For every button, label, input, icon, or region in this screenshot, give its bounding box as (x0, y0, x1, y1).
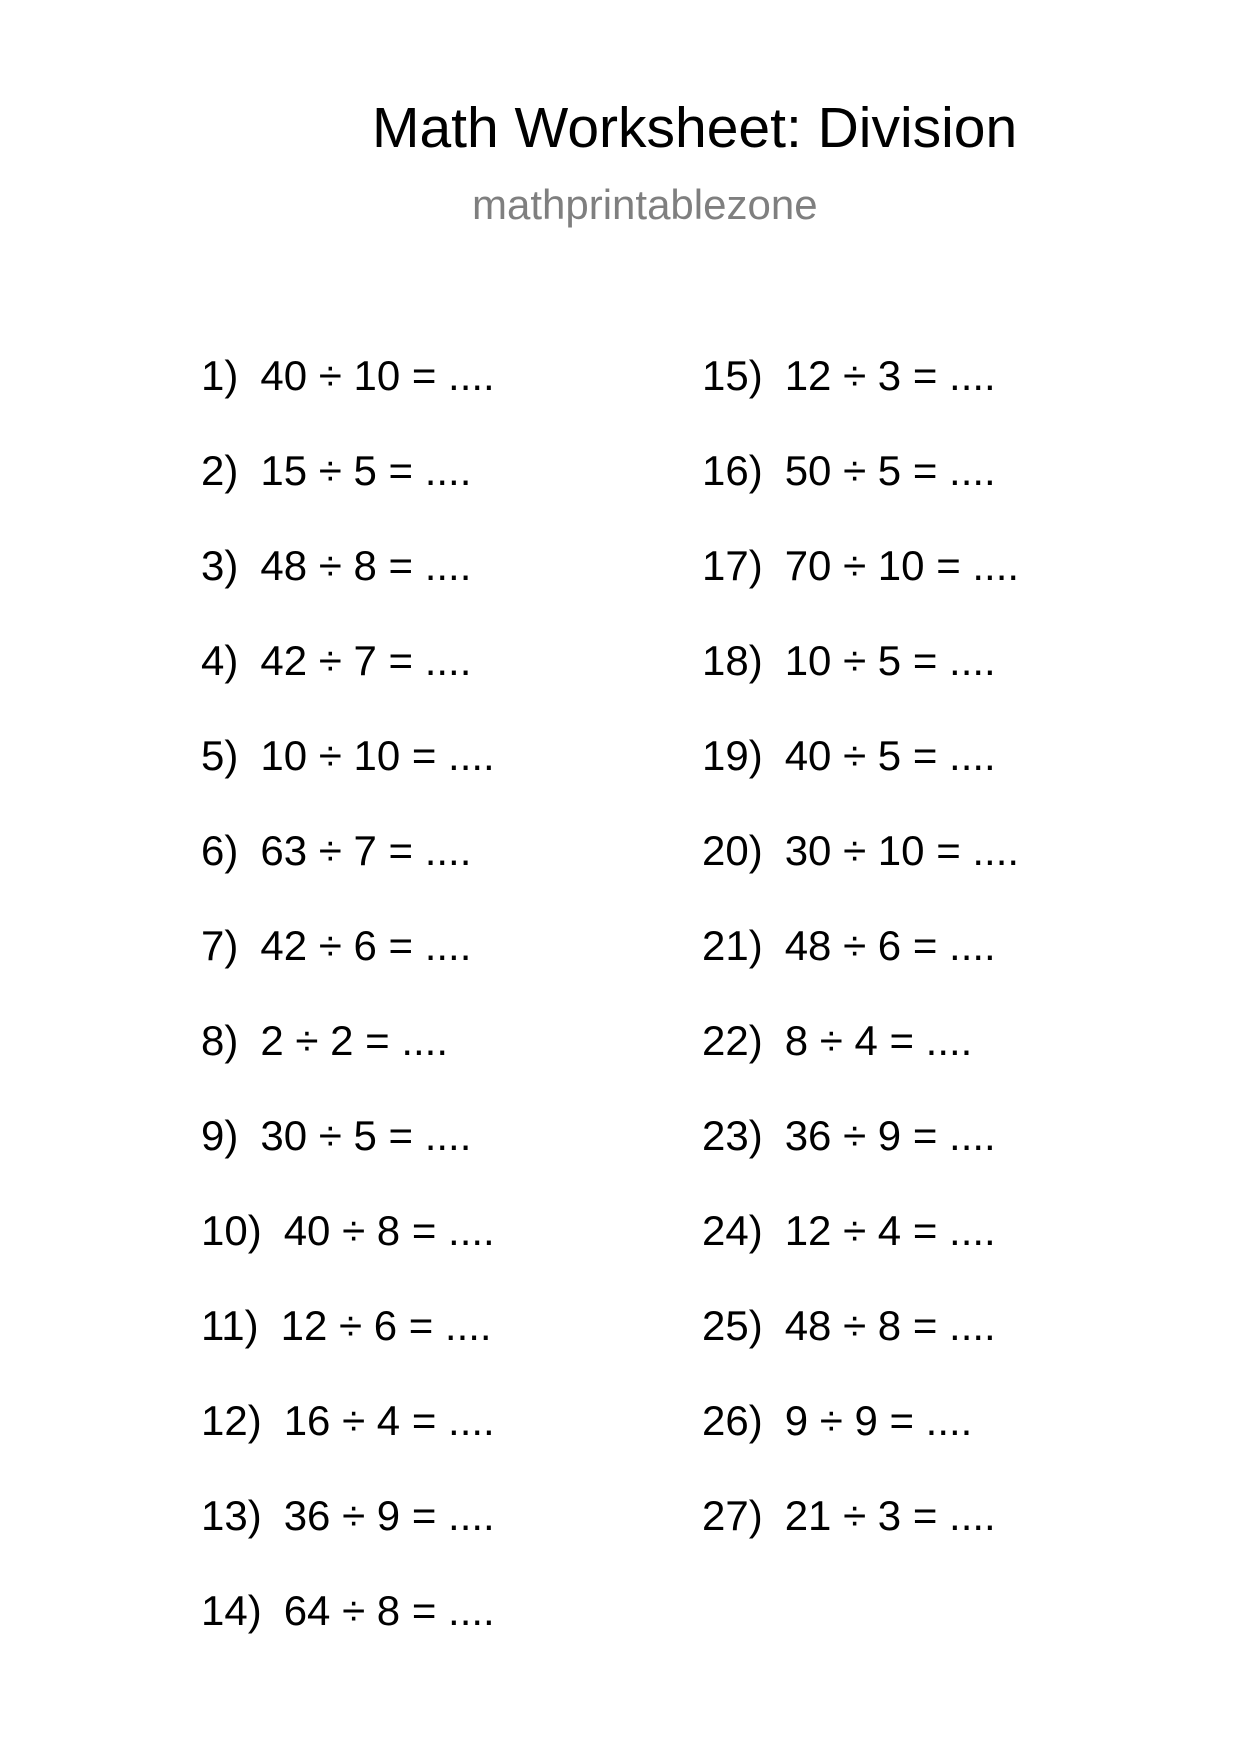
problem-expression: 40 ÷ 8 = .... (283, 1207, 495, 1254)
page-subtitle: mathprintablezone (472, 181, 818, 228)
problem-expression: 2 ÷ 2 = .... (260, 1017, 449, 1064)
problem-expression: 42 ÷ 6 = .... (260, 922, 472, 969)
problem-expression: 48 ÷ 6 = .... (784, 922, 996, 969)
problem-19 (702, 732, 1019, 827)
problem-expression: 10 ÷ 10 = .... (260, 732, 495, 779)
problem-expression: 48 ÷ 8 = .... (784, 1302, 996, 1349)
problem-column-left (201, 352, 495, 1682)
problem-expression: 40 ÷ 10 = .... (260, 352, 495, 399)
problem-21 (702, 922, 1019, 1017)
problem-20 (702, 827, 1019, 922)
problem-number: 15) (702, 352, 763, 399)
problem-18 (702, 637, 1019, 732)
problem-11 (201, 1302, 495, 1397)
problem-expression: 64 ÷ 8 = .... (283, 1587, 495, 1634)
problem-22 (702, 1017, 1019, 1112)
problem-16 (702, 447, 1019, 542)
problem-17 (702, 542, 1019, 637)
problem-number: 25) (702, 1302, 763, 1349)
problem-number: 23) (702, 1112, 763, 1159)
problem-6 (201, 827, 495, 922)
problem-number: 6) (201, 827, 239, 874)
problem-expression: 36 ÷ 9 = .... (784, 1112, 996, 1159)
problem-8 (201, 1017, 495, 1112)
problem-number: 14) (201, 1587, 262, 1634)
problem-expression: 48 ÷ 8 = .... (260, 542, 472, 589)
problem-number: 2) (201, 447, 239, 494)
problem-number: 19) (702, 732, 763, 779)
problem-number: 13) (201, 1492, 262, 1539)
problem-9 (201, 1112, 495, 1207)
problem-number: 24) (702, 1207, 763, 1254)
problem-number: 12) (201, 1397, 262, 1444)
problem-25 (702, 1302, 1019, 1397)
problem-expression: 12 ÷ 6 = .... (280, 1302, 492, 1349)
problem-number: 11) (201, 1302, 259, 1349)
problem-1 (201, 352, 495, 447)
problem-24 (702, 1207, 1019, 1302)
problem-expression: 30 ÷ 10 = .... (784, 827, 1020, 874)
problem-number: 10) (201, 1207, 262, 1254)
problem-number: 22) (702, 1017, 763, 1064)
problem-expression: 8 ÷ 4 = .... (784, 1017, 973, 1064)
problem-expression: 10 ÷ 5 = .... (784, 637, 996, 684)
problem-15 (702, 352, 1019, 447)
problem-23 (702, 1112, 1019, 1207)
problem-expression: 16 ÷ 4 = .... (283, 1397, 495, 1444)
problem-expression: 12 ÷ 4 = .... (784, 1207, 996, 1254)
problem-7 (201, 922, 495, 1017)
problem-27 (702, 1492, 1019, 1587)
problem-number: 17) (702, 542, 763, 589)
problem-number: 5) (201, 732, 239, 779)
problem-number: 26) (702, 1397, 763, 1444)
problem-14 (201, 1587, 495, 1682)
problem-12 (201, 1397, 495, 1492)
problem-number: 27) (702, 1492, 763, 1539)
problem-4 (201, 637, 495, 732)
problem-expression: 15 ÷ 5 = .... (260, 447, 472, 494)
problem-10 (201, 1207, 495, 1302)
problem-26 (702, 1397, 1019, 1492)
problem-3 (201, 542, 495, 637)
problem-column-right (702, 352, 1019, 1587)
problem-expression: 42 ÷ 7 = .... (260, 637, 472, 684)
problem-number: 4) (201, 637, 239, 684)
problem-expression: 12 ÷ 3 = .... (784, 352, 996, 399)
problem-number: 18) (702, 637, 763, 684)
problem-number: 1) (201, 352, 239, 399)
problem-expression: 50 ÷ 5 = .... (784, 447, 996, 494)
problem-number: 3) (201, 542, 239, 589)
problem-number: 21) (702, 922, 763, 969)
problem-expression: 30 ÷ 5 = .... (260, 1112, 472, 1159)
problem-number: 7) (201, 922, 239, 969)
problem-number: 8) (201, 1017, 239, 1064)
page-title: Math Worksheet: Division (372, 96, 1018, 160)
problem-expression: 63 ÷ 7 = .... (260, 827, 472, 874)
problem-expression: 21 ÷ 3 = .... (784, 1492, 996, 1539)
problem-expression: 36 ÷ 9 = .... (283, 1492, 495, 1539)
problem-2 (201, 447, 495, 542)
problem-13 (201, 1492, 495, 1587)
problem-number: 16) (702, 447, 763, 494)
problem-5 (201, 732, 495, 827)
problem-expression: 70 ÷ 10 = .... (784, 542, 1020, 589)
problem-number: 9) (201, 1112, 239, 1159)
problem-expression: 9 ÷ 9 = .... (784, 1397, 973, 1444)
problem-number: 20) (702, 827, 763, 874)
problem-expression: 40 ÷ 5 = .... (784, 732, 996, 779)
